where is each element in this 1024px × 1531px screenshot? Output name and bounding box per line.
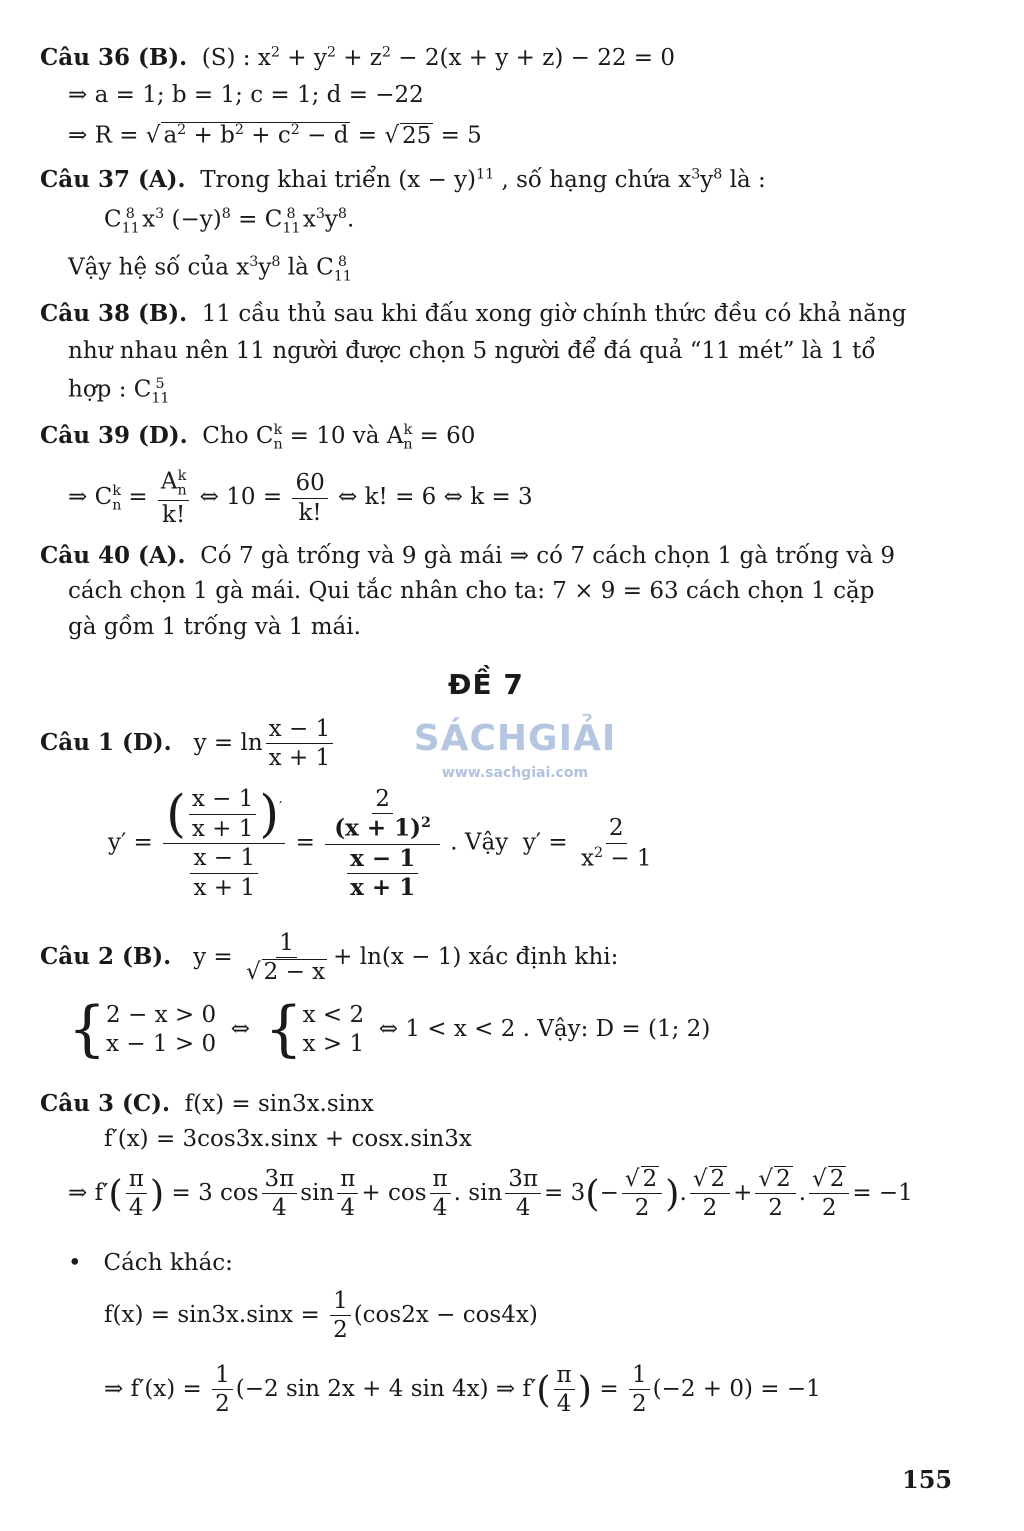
watermark-url: www.sachgiai.com xyxy=(441,765,589,781)
q36-label: Câu 36 (B). xyxy=(40,44,188,71)
q40-label: Câu 40 (A). xyxy=(40,542,186,569)
c3-alt-product-to-sum: f(x) = sin3x.sinx = $\frac{1}{2}$ (cos2x − cos4x) xyxy=(104,1288,538,1344)
c3-alt-label: Cách khác: xyxy=(103,1250,233,1276)
q38-label: Câu 38 (B). xyxy=(40,300,188,327)
section-heading: ĐỀ 7 xyxy=(448,668,524,701)
c1-derivative: y′ = ( $\frac{x - 1}{x + 1}$ )′ $\frac{x - 1}{x + 1}$ = $\frac{\frac{2}{(x + 1)^2}}{\frac{x - 1}{x + 1}}$ . Vậy y′ = $\frac{2}{x^2 - 1}$ xyxy=(108,784,652,901)
c3-line-1: Câu 3 (C). f(x) = sin3x.sinx xyxy=(40,1090,374,1117)
q40-line-1: Câu 40 (A). Có 7 gà trống và 9 gà mái ⇒ có 7 cách chọn 1 gà trống và 9 xyxy=(40,542,896,569)
c2-domain: { 2 − x > 0 x − 1 > 0 ⇔ { x < 2 x > 1 ⇔ 1 < x < 2 . Vậy: D = (1; 2) xyxy=(68,994,711,1064)
q37-line-1: Câu 37 (A). Trong khai triển $(x - y)^{11}$ , số hạng chứa $x^3y^8$ là : xyxy=(40,166,766,193)
c2-line-1: Câu 2 (B). y = $\frac{1}{√ 2 - x}$ + ln(x − 1) xác định khi: xyxy=(40,930,619,986)
q36-coefficients: ⇒ a = 1; b = 1; c = 1; d = −22 xyxy=(68,82,424,108)
c3-alt-derivative: ⇒ f′(x) = $\frac{1}{2}$ (−2 sin 2x + 4 sin 4x) ⇒ f′( $\frac{\pi}{4}$ ) = $\frac{1}{2}$ (−2 + 0) = −1 xyxy=(104,1362,821,1418)
watermark-logo: SÁCHGIẢI xyxy=(413,718,617,759)
c3-alt-bullet: • Cách khác: xyxy=(68,1250,233,1276)
q39-label: Câu 39 (D). xyxy=(40,422,188,449)
q38-line-1: Câu 38 (B). 11 cầu thủ sau khi đấu xong giờ chính thức đều có khả năng xyxy=(40,300,907,327)
c3-derivative: f′(x) = 3cos3x.sinx + cosx.sin3x xyxy=(104,1126,472,1152)
page-number: 155 xyxy=(902,1465,953,1494)
q39-line-2: ⇒ $C_n^k$ = $\frac{A_n^k}{k!}$ ⇔ 10 = $\frac{60}{k!}$ ⇔ k! = 6 ⇔ k = 3 xyxy=(68,468,533,528)
q37-term: $C_{11}^8$ $x^3$ $(-y)^8 = C_{11}^8$ $x^3y^8$. xyxy=(104,206,355,237)
c1-label: Câu 1 (D). xyxy=(40,728,172,756)
q38-line-3: hợp : $C_{11}^5$ xyxy=(68,376,170,407)
c3-evaluation: ⇒ f′( $\frac{\pi}{4}$ ) = 3 cos $\frac{3\pi}{4}$ sin $\frac{\pi}{4}$ + cos $\frac{\pi}{4}$ . sin $\frac{3\pi}{4}$ = 3(− $\frac{√ 2}{2}$ ). $\frac{√ 2}{2}$ + $\frac{√ 2}{2}$ . $\frac{√ 2}{2}$ = −1 xyxy=(68,1166,913,1222)
q36-sphere-equation: (S) : $x^2 + y^2 + z^2 - 2(x + y + z) - 22 = 0$ xyxy=(194,44,676,71)
q36-line-1 xyxy=(40,44,675,73)
q40-line-3: gà gồm 1 trống và 1 mái. xyxy=(68,614,361,640)
q36-radius: ⇒ R = √ $a^2 + b^2 + c^2 - d$ = √ 25 = 5 xyxy=(68,122,482,149)
q40-line-2: cách chọn 1 gà mái. Qui tắc nhân cho ta: 7 × 9 = 63 cách chọn 1 cặp xyxy=(68,578,875,604)
watermark xyxy=(410,718,620,781)
c2-label: Câu 2 (B). xyxy=(40,942,172,970)
q37-coefficient: Vậy hệ số của $x^3y^8$ là $C_{11}^8$ xyxy=(68,254,352,285)
c3-label: Câu 3 (C). xyxy=(40,1090,171,1117)
c1-line-1: Câu 1 (D). y = ln $\frac{x - 1}{x + 1}$ xyxy=(40,716,336,772)
q39-line-1: Câu 39 (D). Cho $C_n^k = 10$ và $A_n^k = 60$ xyxy=(40,422,476,453)
q38-line-2: như nhau nên 11 người được chọn 5 người để đá quả “11 mét” là 1 tổ xyxy=(68,338,876,364)
q37-label: Câu 37 (A). xyxy=(40,166,186,193)
